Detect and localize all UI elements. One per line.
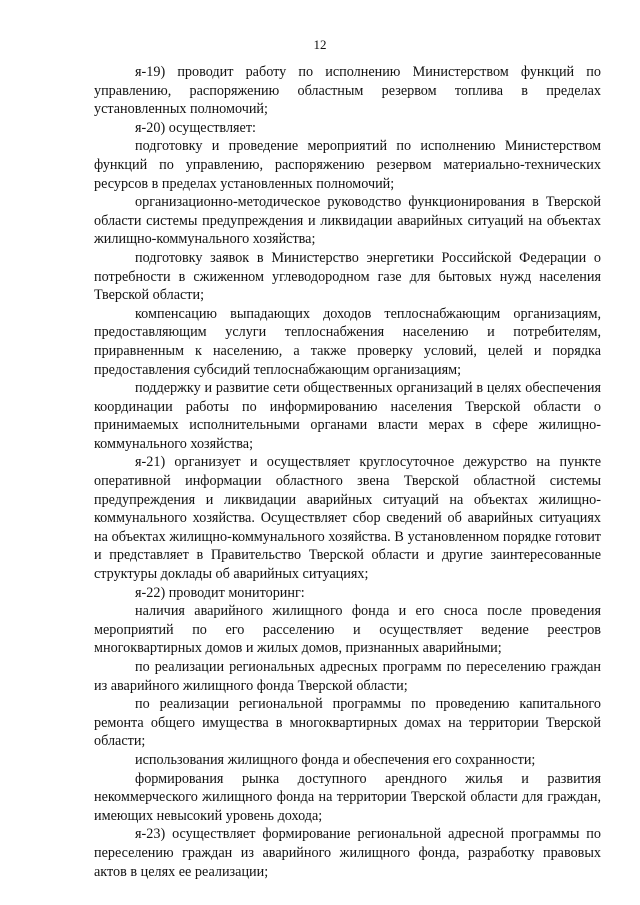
paragraph: я-19) проводит работу по исполнению Министерством функций по управлению, распоряжению областным резервом топлива в пределах установленных полномочий; <box>94 64 601 118</box>
paragraph: по реализации региональной программы по проведению капитального ремонта общего имущества в многоквартирных домах на территории Тверской области; <box>94 696 601 750</box>
paragraph: организационно-методическое руководство функционирования в Тверской области системы предупреждения и ликвидации аварийных ситуаций на объектах жилищно-коммунального хозяйства; <box>94 194 601 248</box>
paragraph: подготовку заявок в Министерство энергетики Российской Федерации о потребности в сжиженном углеводородном газе для бытовых нужд населения Тверской области; <box>94 249 601 304</box>
paragraph: я-23) осуществляет формирование региональной адресной программы по переселению граждан из аварийного жилищного фонда, разработку правовых актов в целях ее реализации; <box>94 826 601 880</box>
paragraph: я-20) осуществляет: <box>135 119 256 136</box>
paragraph: наличия аварийного жилищного фонда и его сноса после проведения мероприятий по его расселению и осуществляет ведение реестров многоквартирных домов и жилых домов, признанных аварийными; <box>94 603 601 657</box>
paragraph: я-21) организует и осуществляет круглосуточное дежурство на пункте оперативной информации областного звена Тверской областной системы предупреждения и ликвидации аварийных ситуаций на объектах жилищно-коммунального хозяйства. Осуществляет сбор сведений об аварийных ситуациях на объектах жилищно-коммунального хозяйства. В установленном порядке готовит и представляет в Правительство Тверской области и другие заинтересованные структуры доклады об аварийных ситуациях; <box>94 454 601 583</box>
page-number: 12 <box>313 37 327 52</box>
paragraph: компенсацию выпадающих доходов теплоснабжающим организациям, предоставляющим услуги теплоснабжения населению и потребителям, приравненным к населению, а также проверку условий, целей и порядка предоставления субсидий теплоснабжающим организациям; <box>94 305 601 378</box>
paragraph: я-22) проводит мониторинг: <box>135 584 305 601</box>
paragraph: формирования рынка доступного арендного жилья и развития некоммерческого жилищного фонда на территории Тверской области для граждан, имеющих невысокий уровень дохода; <box>94 770 601 824</box>
paragraph: использования жилищного фонда и обеспечения его сохранности; <box>135 751 536 768</box>
document-body <box>94 63 601 881</box>
paragraph: по реализации региональных адресных программ по переселению граждан из аварийного жилищного фонда Тверской области; <box>94 659 601 694</box>
paragraph: подготовку и проведение мероприятий по исполнению Министерством функций по управлению, распоряжению резервом материально-технических ресурсов в пределах установленных полномочий; <box>94 138 601 192</box>
paragraph: поддержку и развитие сети общественных организаций в целях обеспечения координации работы по информированию населения Тверской области о принимаемых исполнительными органами власти мерах в сфере жилищно-коммунального хозяйства; <box>94 380 601 452</box>
